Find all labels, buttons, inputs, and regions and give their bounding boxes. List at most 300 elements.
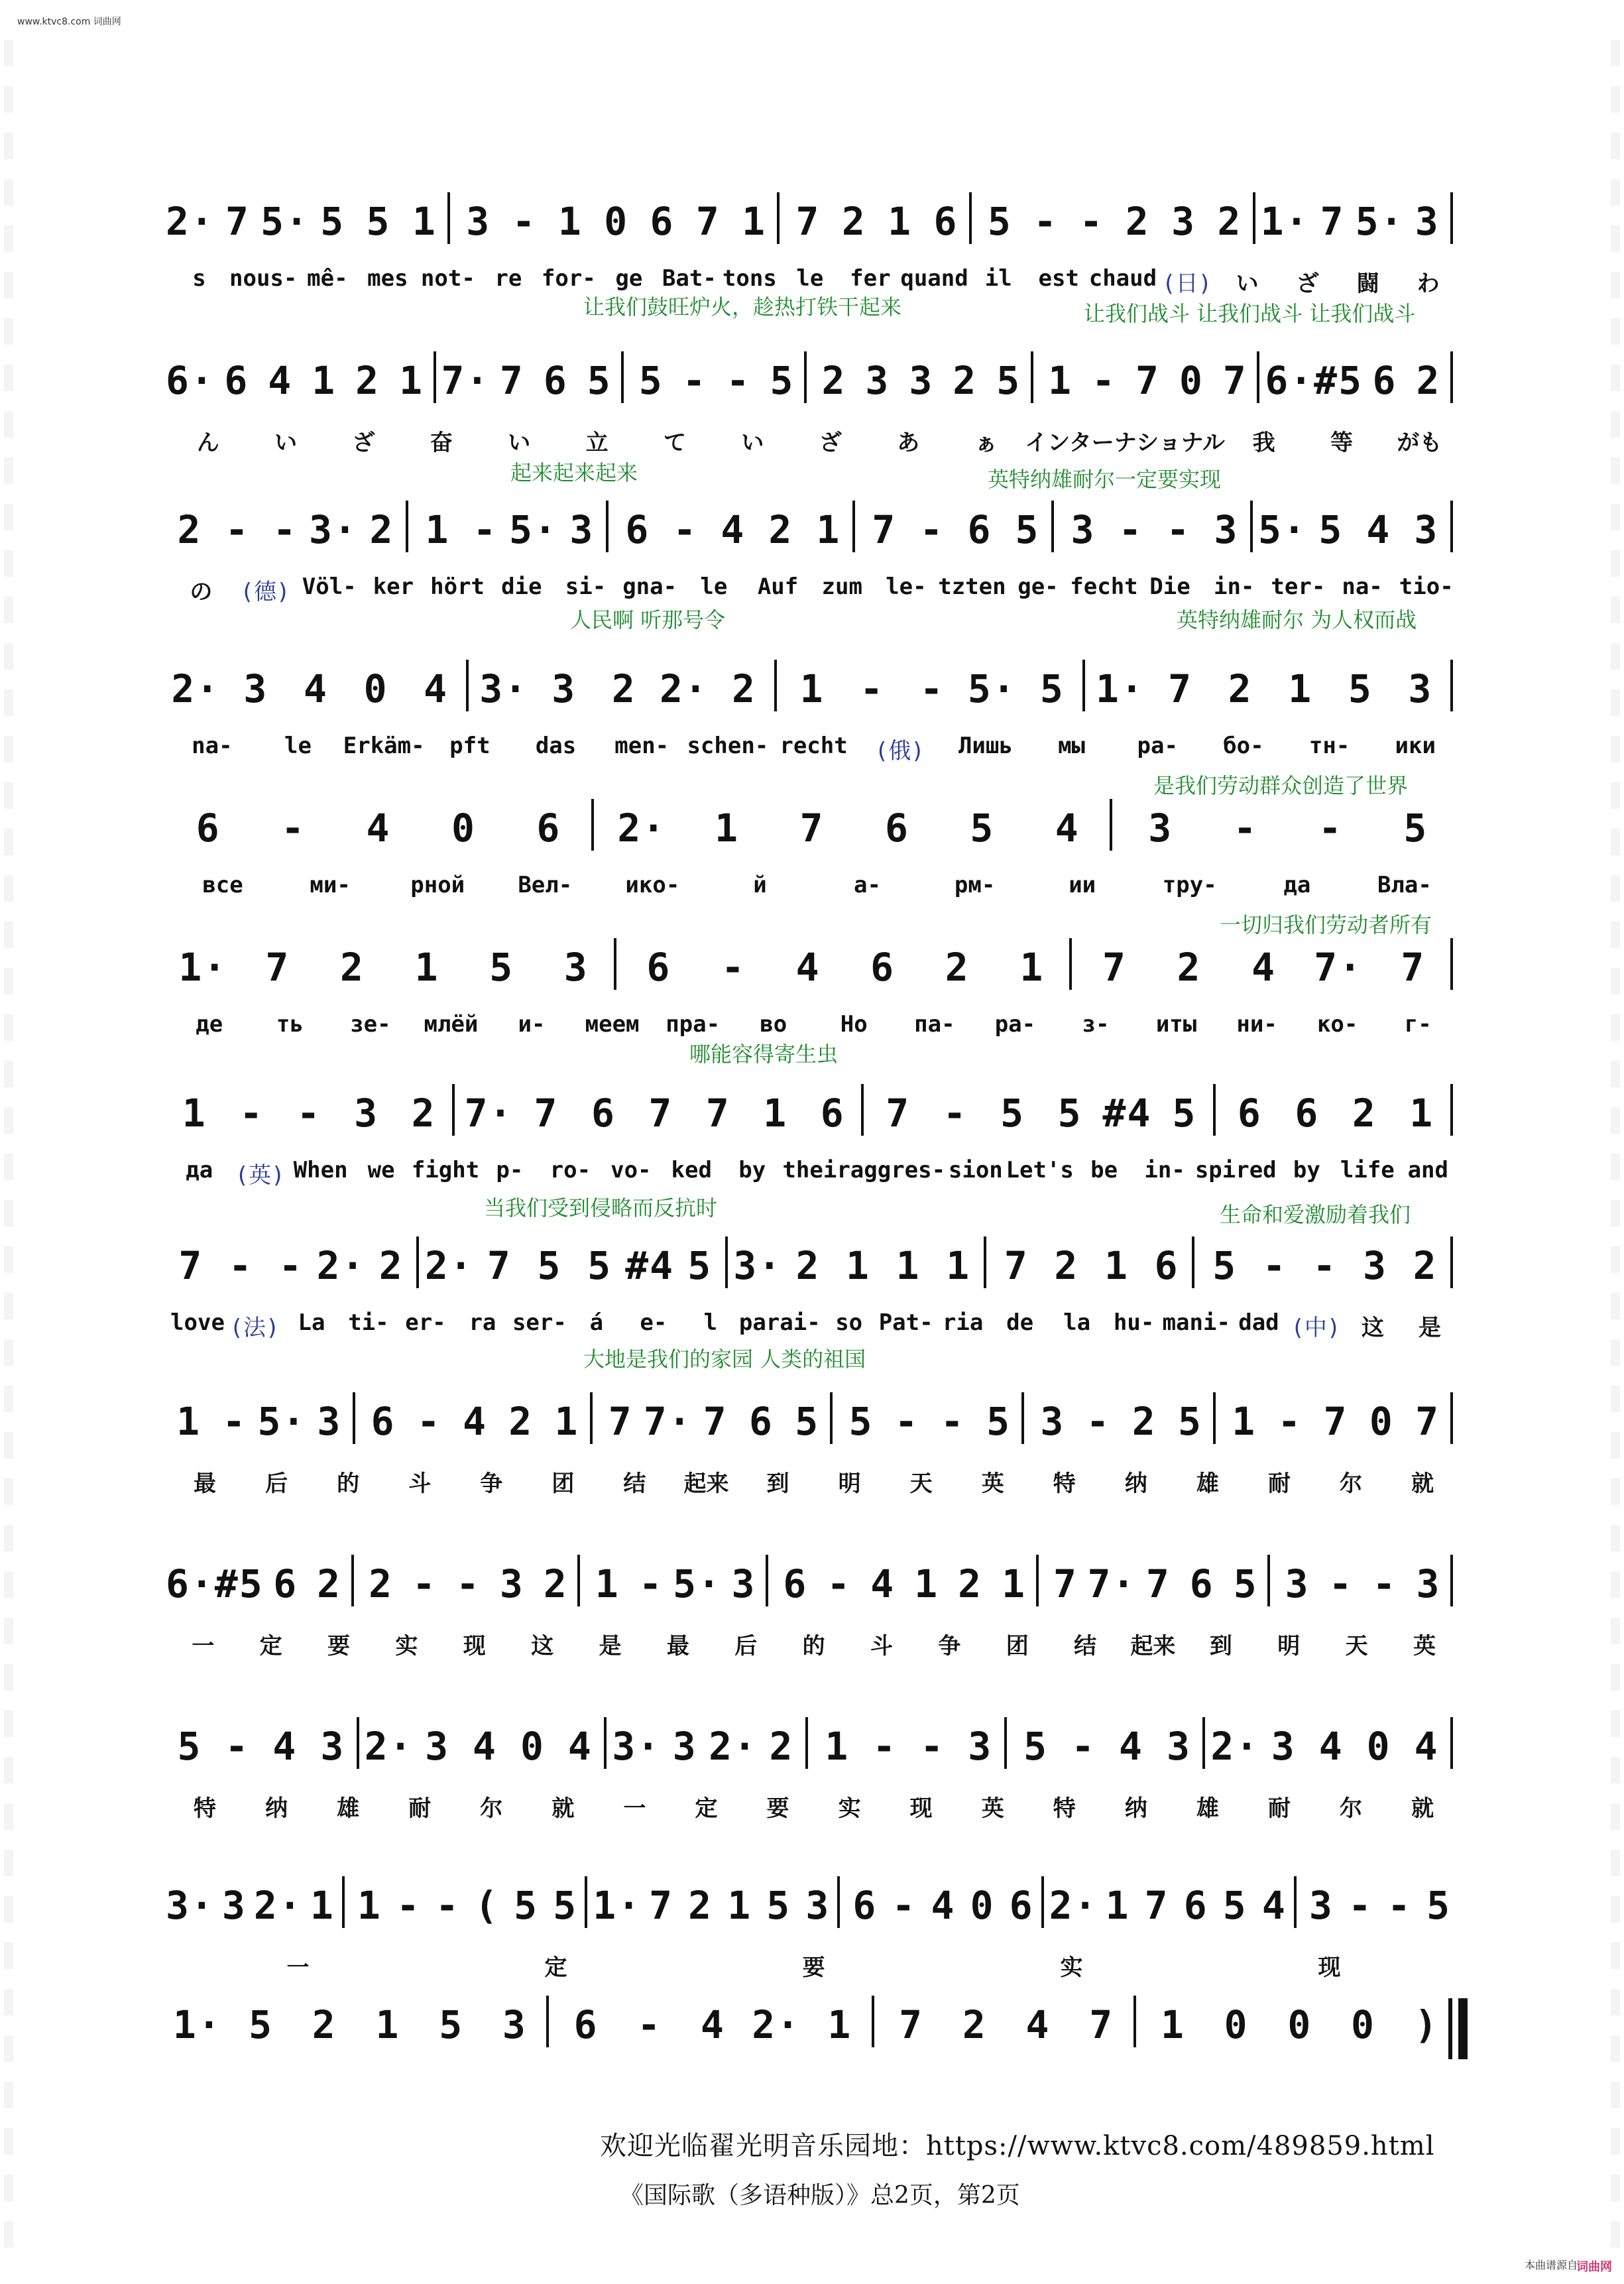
note: 6 [1237,1091,1262,1136]
lyric-syllable: (英) [235,1162,285,1189]
note: 5 [1318,507,1344,552]
lyric-syllable: 到 [766,1471,789,1497]
lyric-syllable: 到 [1209,1633,1232,1659]
lyric-syllable: 定 [259,1633,282,1659]
note: 3 [672,1724,697,1769]
note: 5· [673,1561,722,1606]
note: 5 [1172,1091,1197,1136]
note: 2 [841,199,866,244]
lyric-syllable: le [284,733,312,759]
notation-row [166,1717,1458,1769]
lyric-syllable: zum [821,573,862,600]
note: 6· [166,358,215,403]
note: 1 [763,1091,788,1136]
note: 3 [1416,1561,1441,1606]
note: 5 [587,358,612,403]
barline [1450,938,1458,990]
note: 5 [970,806,995,851]
note: - [827,1561,852,1606]
note: 6 [1189,1561,1214,1606]
chinese-translation: 是我们劳动群众创造了世界 [1153,773,1409,798]
note: 5 [320,199,345,244]
lyric-syllable: 这 [531,1633,554,1659]
note: 7 [1102,945,1127,990]
note: 4 [473,1724,497,1769]
lyric-syllable: 纳 [1124,1795,1147,1822]
lyric-syllable: ん [196,430,219,456]
lyric-syllable: aggres- [850,1157,946,1183]
lyric-syllable: 奋 [430,430,453,456]
note: 3 [1214,507,1239,552]
note: 3 [502,2002,527,2047]
note: 7 [1323,1399,1348,1444]
note: 3 [499,1561,524,1606]
note: 7 [534,1091,559,1136]
note: 5 [638,358,664,403]
note: 5 [795,1399,820,1444]
note: ( [475,1883,499,1928]
lyric-syllable: their [782,1157,850,1183]
note: 4 [1414,1724,1439,1769]
lyric-syllable: 尔 [1340,1471,1363,1497]
lyric-syllable: na- [192,733,233,759]
note: - [1233,806,1258,851]
note: 4 [721,507,746,552]
barline [1450,501,1458,552]
note: 3 [968,1724,993,1769]
note: 1· [593,1883,642,1928]
note: 4 [268,358,293,403]
note: 6 [573,2002,599,2047]
lyric-syllable: 就 [551,1795,575,1822]
barline [342,1876,350,1928]
notation-row [166,1236,1458,1288]
note: 5 [1023,1724,1049,1769]
note: 6 [1009,1883,1034,1928]
barline [434,351,441,403]
lyric-syllable: de [1006,1309,1034,1336]
lyric-syllable: мы [1058,733,1086,759]
note: 1 [182,1091,207,1136]
lyric-syllable: Pat- [878,1309,933,1336]
note: 5 [1233,1561,1258,1606]
note: 2· [1049,1883,1098,1928]
lyric-syllable: ra [469,1309,496,1336]
barline [1450,351,1458,403]
lyric-syllable: vo- [610,1157,652,1183]
note: 3 [1285,1561,1310,1606]
lyric-syllable: quand [900,265,968,292]
barline [1257,351,1265,403]
note: 7· [441,358,491,403]
lyric-syllable: ть [276,1011,304,1038]
barline [804,351,812,403]
lyric-syllable: hört [430,573,485,600]
note: 4 [272,1724,298,1769]
note: 5 [1177,1399,1202,1444]
note: 4 [424,666,449,711]
note: 7 [1320,199,1345,244]
lyric-syllable: 一 [192,1633,215,1659]
barline [1133,1996,1141,2047]
chinese-translation: 让我们鼓旺炉火，趁热打铁干起来 [583,294,902,320]
note: 3 [1040,1399,1065,1444]
barline [1294,1876,1302,1928]
note: 4 [870,1561,896,1606]
note: 0 [363,666,388,711]
note: 7 [487,1243,512,1288]
lyric-syllable: 耐 [1267,1471,1291,1497]
note: - [1318,806,1343,851]
barline [1021,1392,1029,1444]
note: 6 [749,1399,774,1444]
note: #5 [214,1561,264,1606]
note: - [222,1399,247,1444]
lyric-syllable: 就 [1411,1471,1434,1497]
note: - [637,2002,662,2047]
lyric-syllable: (法) [229,1315,280,1341]
lyric-syllable: ked [671,1157,712,1183]
lyric-syllable: by [738,1157,766,1183]
note: 6 [933,199,958,244]
note: 2 [768,507,793,552]
note: - [919,507,945,552]
lyric-syllable: 英 [981,1795,1004,1822]
barline [1031,351,1039,403]
lyric-syllable: い [1236,270,1259,297]
lyric-syllable: い [274,430,298,456]
lyric-syllable: p- [496,1157,524,1183]
barline [466,660,474,711]
lyric-syllable: 明 [838,1471,861,1497]
note: - [894,1399,919,1444]
lyric-syllable: иты [1155,1011,1197,1038]
lyric-syllable: dad [1238,1309,1279,1336]
note: - [872,1724,898,1769]
note: 2· [166,199,215,244]
note: - [860,666,885,711]
note: 1 [1104,1243,1129,1288]
note: 5 [1426,1883,1451,1928]
note: 2· [316,1243,366,1288]
note: 0 [1287,2002,1312,2047]
barline [447,192,455,244]
lyric-syllable: parai- [738,1309,821,1336]
note: 2 [1054,1243,1079,1288]
note: 2· [364,1724,414,1769]
barline [861,1084,869,1136]
note: - [892,1883,917,1928]
lyric-syllable: い [508,430,531,456]
lyrics-row [169,872,1458,898]
note: 2 [543,1561,568,1606]
lyric-syllable: tio- [1399,573,1454,600]
lyric-syllable: gna- [622,573,677,600]
lyrics-row [169,1011,1458,1038]
lyric-syllable: 闘 [1356,270,1379,297]
note: 3 [425,1724,450,1769]
lyric-syllable: 等 [1330,430,1353,456]
notation-row [166,660,1458,711]
note: 5 [987,199,1012,244]
lyric-syllable: 斗 [870,1633,893,1659]
lyric-syllable: ико- [625,872,680,898]
note: 0 [1369,1399,1394,1444]
note: 3· [733,1243,783,1288]
note: - [1166,507,1191,552]
note: 5 [1348,666,1373,711]
lyric-syllable: 我 [1252,430,1275,456]
note: 1 [816,507,841,552]
note: 2 [962,2002,987,2047]
note: 3 [563,945,589,990]
note: 2 [795,1243,821,1288]
note: 7· [464,1091,514,1136]
lyric-syllable: がも [1397,430,1442,456]
note: 2 [1177,945,1202,990]
lyric-syllable: in- [1144,1157,1185,1183]
note: 7 [1222,358,1247,403]
note: 1 [1048,358,1073,403]
lyric-syllable: 的 [802,1633,825,1659]
note: 7 [695,199,721,244]
note: 5 [687,1243,713,1288]
chinese-translation: 当我们受到侵略而反抗时 [484,1195,718,1221]
lyrics-row [169,424,1458,457]
barline [1202,1717,1210,1769]
lyric-syllable: Völ- [302,573,357,600]
lyric-syllable: not- [420,265,475,292]
footer-welcome[interactable]: 欢迎光临翟光明音乐园地：https://www.ktvc8.com/489859.html [600,2131,1435,2161]
chinese-translation: 人民啊 听那号令 [570,607,726,632]
note: 2 [958,1561,983,1606]
lyric-syllable: па- [914,1011,955,1038]
lyric-syllable: меем [585,1011,640,1038]
note: 6 [646,945,671,990]
note: 1 [742,199,767,244]
note: 7· [1087,1561,1137,1606]
lyric-syllable: ter- [1271,573,1326,600]
lyric-syllable: の [190,579,213,605]
lyrics-row [169,573,1458,606]
lyric-syllable: 一 [286,1954,310,1981]
note: - [1348,1883,1373,1928]
note: - [940,1399,965,1444]
note: 4 [1366,507,1391,552]
note: 2 [340,945,365,990]
lyric-syllable: die [501,573,542,600]
barline [406,501,414,552]
lyric-syllable: ざ [352,430,375,456]
note: 2 [177,507,202,552]
note: 7 [1401,945,1426,990]
note: 2 [411,1091,436,1136]
lyric-syllable: 这 [1361,1315,1384,1341]
note: 2 [355,358,380,403]
barline [1192,1236,1200,1288]
lyric-syllable: зе- [350,1011,391,1038]
note: 2· [752,2002,801,2047]
lyric-syllable: 特 [194,1795,217,1822]
note: 2· [171,666,221,711]
note: 7 [1415,1399,1440,1444]
lyric-syllable: ぁ [974,430,998,456]
lyric-syllable: 天 [1345,1633,1368,1659]
barline [852,501,860,552]
lyric-syllable: 后 [265,1471,288,1497]
note: 1· [1260,199,1310,244]
note: 2· [659,666,709,711]
lyric-syllable: 尔 [1340,1795,1363,1822]
lyric-syllable: (俄) [874,738,925,764]
note: - [228,1243,253,1288]
lyric-syllable: ro- [550,1157,591,1183]
note: 1 [727,1883,752,1928]
note: 6 [625,507,650,552]
note: - [673,507,698,552]
note: 2 [769,1724,794,1769]
note: 5 [249,2002,274,2047]
note: 2 [317,1561,342,1606]
note: 5· [257,1399,307,1444]
chinese-translation: 英特纳雄耐尔 为人权而战 [1177,607,1417,632]
note: 7 [872,507,897,552]
barline [604,1717,612,1769]
note: 3 [551,666,577,711]
note: 6 [783,1561,808,1606]
note: 6 [273,1561,298,1606]
barline [591,799,599,851]
lyric-syllable: Erkäm- [343,733,425,759]
lyric-syllable: 雄 [1196,1795,1219,1822]
lyric-syllable: 是 [599,1633,622,1659]
lyrics-row [169,1309,1458,1342]
lyric-syllable: 明 [1277,1633,1301,1659]
lyric-syllable: Auf [757,573,799,600]
note: 6 [1154,1243,1179,1288]
note: 4 [795,945,821,990]
source-label: 本曲谱源自 [1524,2259,1578,2271]
lyric-syllable: (中) [1291,1315,1341,1341]
notation-row [166,1392,1458,1444]
note: 0 [1179,358,1204,403]
note: 1 [414,945,439,990]
lyric-syllable: das [535,733,577,759]
site-logo[interactable]: 词曲网 [1576,2260,1612,2274]
note: 0 [1224,2002,1249,2047]
note: 5 [1039,666,1065,711]
site-header: www.ktvc8.com 词曲网 [17,17,121,27]
note: - [919,666,945,711]
note: 6 [543,358,568,403]
lyric-syllable: ria [942,1309,984,1336]
lyric-syllable: 耐 [408,1795,432,1822]
lyric-syllable: 要 [766,1795,789,1822]
note: 5· [508,507,558,552]
lyric-syllable: hu- [1113,1309,1155,1336]
note: 3 [1071,507,1096,552]
note: 3 [1271,1724,1296,1769]
chinese-translation: 英特纳雄耐尔一定要实现 [988,467,1222,492]
lyric-syllable: пра- [666,1011,721,1038]
barline [872,1996,880,2047]
note: - [225,507,250,552]
note: 5 [1403,806,1428,851]
note: - [278,1243,304,1288]
barline [1069,938,1077,990]
note: 2 [312,2002,337,2047]
note: - [281,806,306,851]
lyric-syllable: 最 [194,1471,217,1497]
note: 3 [1414,507,1439,552]
lyric-syllable: schen- [687,733,769,759]
note: 7 [608,1399,633,1444]
lyric-syllable: si- [565,573,607,600]
note: #4 [1102,1091,1152,1136]
note: 1 [312,358,337,403]
note: 2 [688,1883,713,1928]
note: 5 [587,1243,612,1288]
note: 6 [224,358,249,403]
lyric-syllable: 争 [480,1471,503,1497]
barline [1267,1555,1275,1606]
barline [577,1555,585,1606]
lyric-syllable: Вел- [518,872,573,898]
note: - [455,1561,481,1606]
lyric-syllable: 现 [1318,1954,1341,1981]
note: 1· [172,2002,222,2047]
note: 2 [1131,1399,1157,1444]
note: 0 [970,1883,995,1928]
barline [1110,799,1118,851]
note: - [296,1091,321,1136]
lyric-syllable: インターナショナル [1025,430,1225,456]
note: - [1071,1724,1096,1769]
barline [606,501,614,552]
lyric-syllable: з- [1082,1011,1110,1038]
note: 2· [709,1724,758,1769]
lyric-syllable: life [1340,1157,1395,1183]
lyric-syllable: Bat- [662,265,717,292]
note: 7 [1144,1883,1169,1928]
note: - [416,1399,441,1444]
lyric-syllable: pft [449,733,491,759]
barline [1450,1236,1458,1288]
note: 3 [243,666,268,711]
lyric-syllable: e- [640,1309,667,1336]
barline [984,1236,992,1288]
note: 7 [649,1883,674,1928]
note: 5· [1258,507,1307,552]
note: 6 [591,1091,616,1136]
barline [1450,192,1458,244]
note: 2 [1217,199,1242,244]
note: - [412,1561,437,1606]
lyric-syllable: 最 [666,1633,689,1659]
note: 5· [1355,199,1405,244]
lyric-syllable: 尔 [480,1795,503,1822]
lyric-syllable: na- [1342,573,1383,600]
note: 5 [1000,1091,1025,1136]
lyric-syllable: 现 [463,1633,486,1659]
lyric-syllable: て [664,430,687,456]
note: 2· [253,1883,303,1928]
lyric-syllable: 是 [1418,1315,1441,1341]
barline [614,938,622,990]
note: 7 [1089,2002,1114,2047]
notation-row [166,938,1458,990]
lyric-syllable: (日) [1162,270,1212,297]
